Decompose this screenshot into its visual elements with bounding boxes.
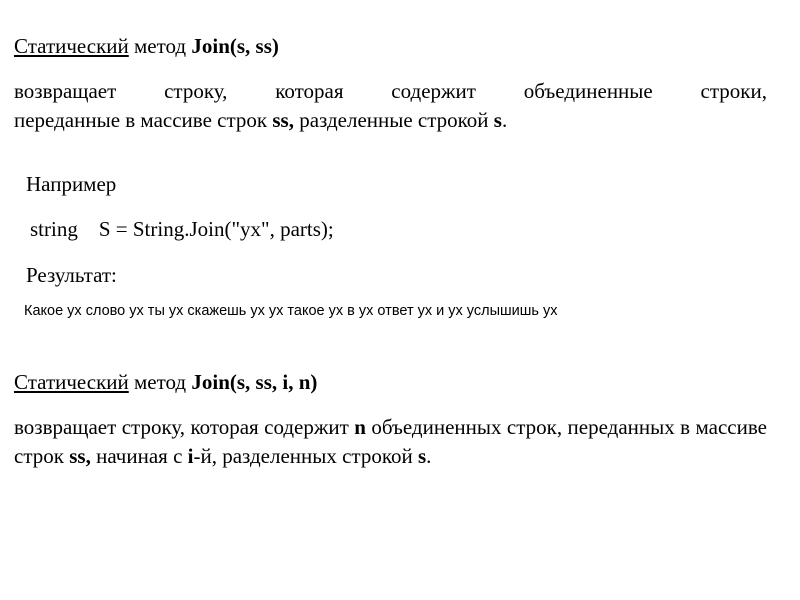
description-text: -й, разделенных строкой [193, 444, 418, 468]
description-line-1: возвращает строку, которая содержит объединенные строки, [14, 79, 767, 103]
description-param-i: i [187, 444, 194, 468]
join-range-method-description [14, 413, 767, 471]
code-type: string [30, 217, 78, 241]
code-body: S = String.Join("ух", parts); [98, 217, 334, 241]
result-label: Результат: [26, 263, 117, 287]
description-text: начиная с [90, 444, 188, 468]
description-text: . [426, 444, 432, 468]
heading-static-word: Статический [14, 34, 129, 58]
join-range-method-heading [14, 369, 317, 395]
description-text: разделенные строкой [293, 108, 494, 132]
description-param-s: s [417, 444, 427, 468]
heading-method-word: метод [128, 34, 192, 58]
description-text: переданные в массиве строк [14, 108, 273, 132]
heading-signature: Join(s, ss, i, n) [191, 370, 318, 394]
description-line-2 [14, 106, 767, 135]
description-param-n: n [354, 415, 366, 439]
description-text: . [501, 108, 508, 132]
heading-method-word: метод [128, 370, 192, 394]
example-label: Например [26, 172, 117, 196]
example-code [30, 216, 334, 242]
heading-static-word: Статический [14, 370, 129, 394]
heading-signature: Join(s, ss) [191, 34, 279, 58]
description-param-ss: ss, [272, 108, 294, 132]
join-method-description [14, 77, 767, 135]
description-param-ss: ss, [69, 444, 91, 468]
description-text: возвращает строку, которая содержит [14, 415, 355, 439]
result-text: Какое ух слово ух ты ух скажешь ух ух такое ух в ух ответ ух и ух услышишь ух [24, 303, 558, 319]
description-param-s: s [493, 108, 502, 132]
join-method-heading [14, 33, 279, 59]
description-text: объединенных строк, переданных в массиве строк [14, 415, 767, 468]
